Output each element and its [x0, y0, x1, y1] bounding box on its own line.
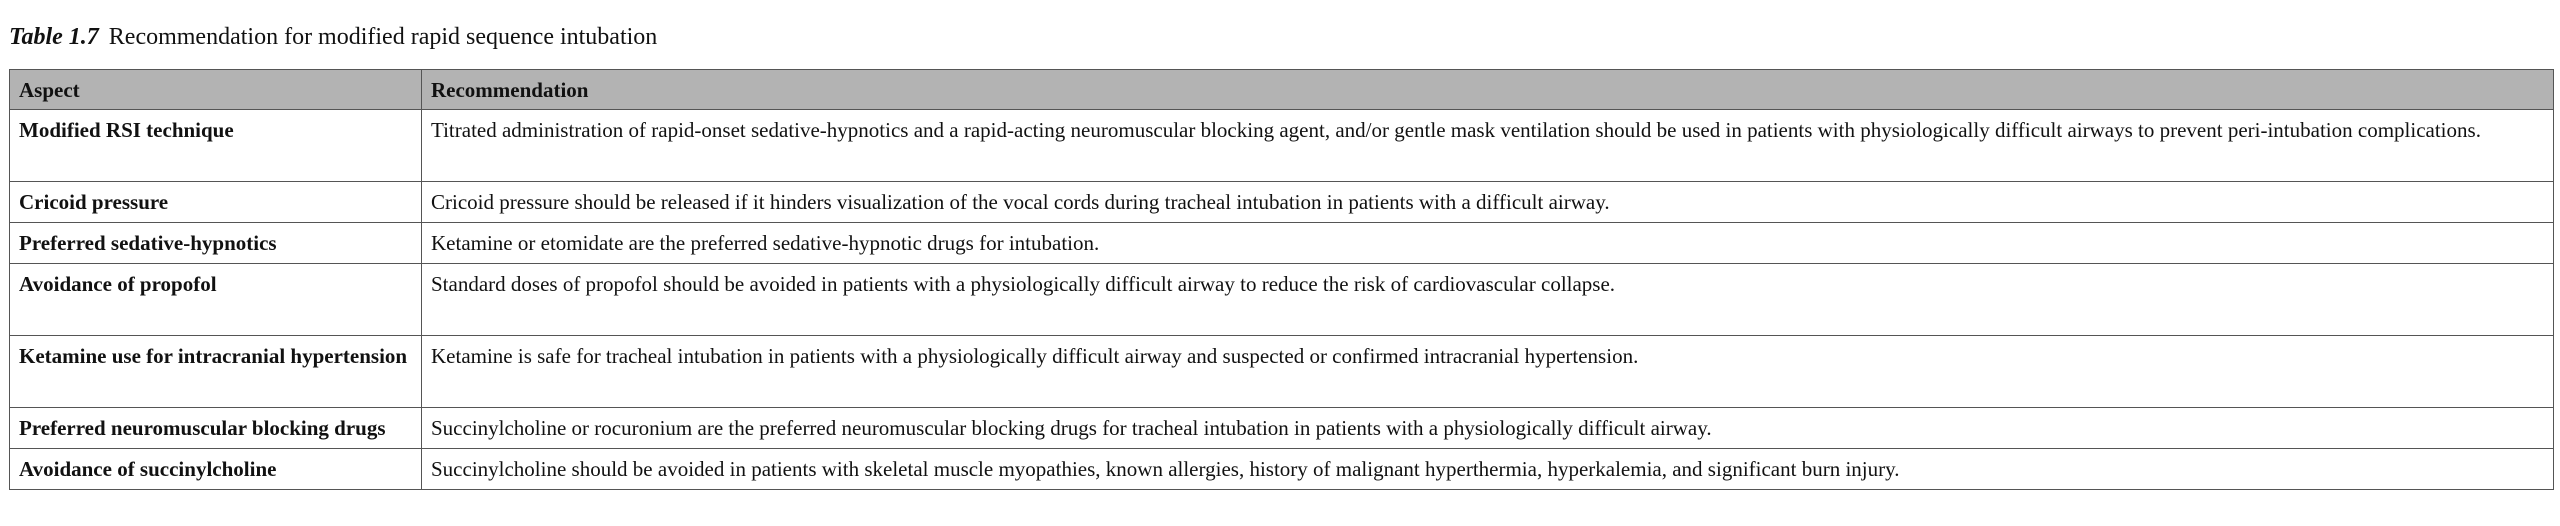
aspect-cell: Modified RSI technique — [10, 110, 422, 182]
table-row — [10, 223, 2554, 264]
table-body — [10, 110, 2554, 490]
recommendation-table — [9, 69, 2554, 490]
aspect-cell: Avoidance of succinylcholine — [10, 449, 422, 490]
recommendation-cell: Cricoid pressure should be released if it hinders visualization of the vocal cords during tracheal intubation in patients with a difficult airway. — [422, 182, 2554, 223]
table-row — [10, 408, 2554, 449]
table-header — [10, 70, 2554, 110]
table-row — [10, 182, 2554, 223]
recommendation-cell: Ketamine or etomidate are the preferred sedative-hypnotic drugs for intubation. — [422, 223, 2554, 264]
header-row — [10, 70, 2554, 110]
table-title: Recommendation for modified rapid sequence intubation — [108, 24, 658, 50]
table-caption — [9, 22, 657, 52]
aspect-cell: Cricoid pressure — [10, 182, 422, 223]
recommendation-cell: Succinylcholine or rocuronium are the preferred neuromuscular blocking drugs for tracheal intubation in patients with a physiologically difficult airway. — [422, 408, 2554, 449]
recommendation-cell: Standard doses of propofol should be avoided in patients with a physiologically difficult airway to reduce the risk of cardiovascular collapse. — [422, 264, 2554, 336]
table-row — [10, 336, 2554, 408]
table-row — [10, 110, 2554, 182]
aspect-cell: Preferred neuromuscular blocking drugs — [10, 408, 422, 449]
column-header-recommendation: Recommendation — [422, 70, 2554, 110]
recommendation-cell: Ketamine is safe for tracheal intubation in patients with a physiologically difficult airway and suspected or confirmed intracranial hypertension. — [422, 336, 2554, 408]
table-row — [10, 264, 2554, 336]
aspect-cell: Ketamine use for intracranial hypertension — [10, 336, 422, 408]
table-number: Table 1.7 — [9, 24, 99, 50]
recommendation-cell: Titrated administration of rapid-onset sedative-hypnotics and a rapid-acting neuromuscular blocking agent, and/or gentle mask ventilation should be used in patients with physiologically difficult airways to prevent peri-intubation complications. — [422, 110, 2554, 182]
aspect-cell: Preferred sedative-hypnotics — [10, 223, 422, 264]
recommendation-cell: Succinylcholine should be avoided in patients with skeletal muscle myopathies, known allergies, history of malignant hyperthermia, hyperkalemia, and significant burn injury. — [422, 449, 2554, 490]
aspect-cell: Avoidance of propofol — [10, 264, 422, 336]
column-header-aspect: Aspect — [10, 70, 422, 110]
table-row — [10, 449, 2554, 490]
